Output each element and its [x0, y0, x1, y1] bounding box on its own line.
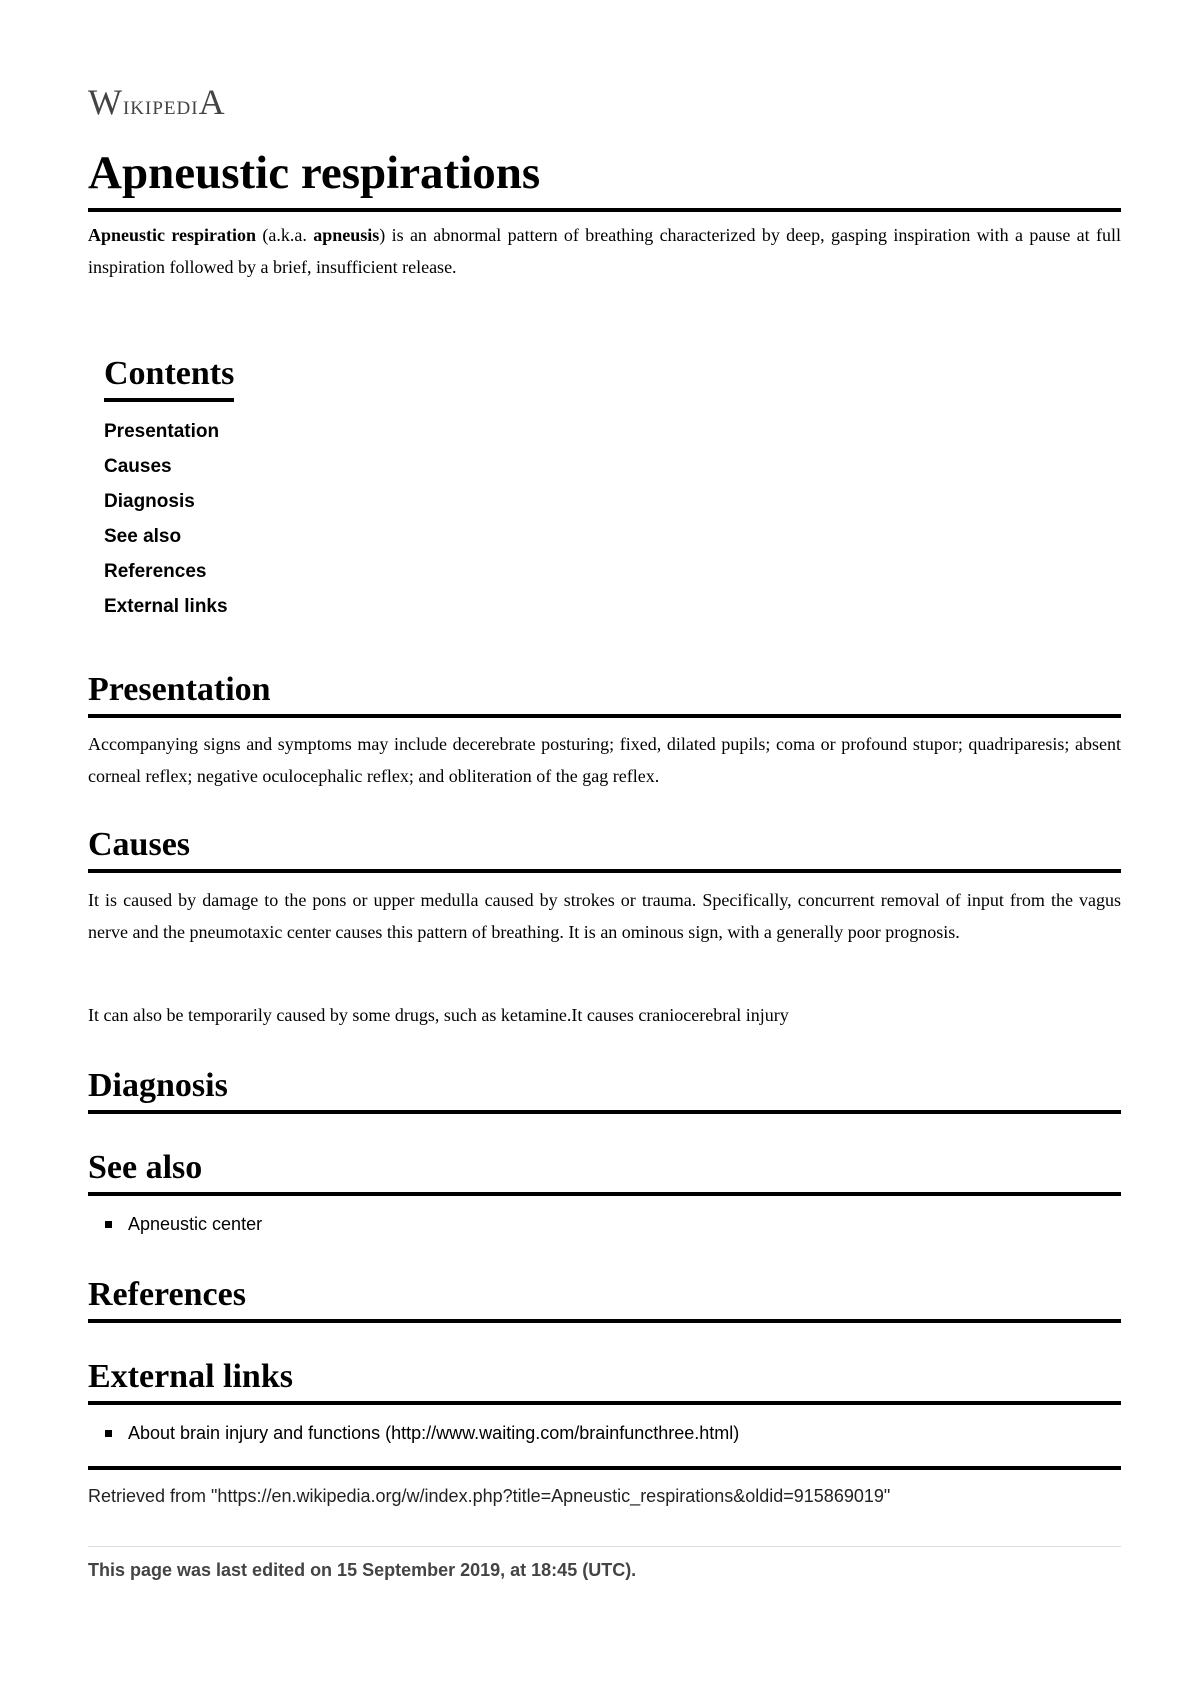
wikipedia-logo[interactable] — [88, 82, 226, 125]
causes-paragraph-2: It can also be temporarily caused by some drugs, such as ketamine.It causes craniocerebral injury — [88, 1005, 789, 1025]
causes-paragraph-1: It is caused by damage to the pons or upper medulla caused by strokes or trauma. Specifically, concurrent removal of input from the vagus nerve and the pneumotaxic center causes this pattern of breathing. It is an ominous sign, with a generally poor prognosis. — [88, 890, 1121, 942]
section-heading-presentation: Presentation — [88, 668, 1121, 718]
page-title: Apneustic respirations — [88, 144, 1121, 212]
section-heading-causes: Causes — [88, 823, 1121, 873]
external-links-list — [88, 1419, 739, 1447]
toc-item-see-also[interactable]: See also — [104, 526, 182, 547]
retrieved-from-notice: Retrieved from "https://en.wikipedia.org/w/index.php?title=Apneustic_respirations&oldid=915869019" — [88, 1486, 891, 1506]
toc-item-external-links[interactable]: External links — [104, 596, 228, 617]
bullet-square-icon — [105, 1221, 112, 1228]
section-heading-external-links: External links — [88, 1355, 1121, 1405]
external-link-label: About brain injury and functions (http://www.waiting.com/brainfuncthree.html) — [128, 1423, 740, 1443]
intro-rest: ) is an abnormal pattern of breathing characterized by deep, gasping inspiration with a pause at full inspiration followed by a brief, insufficient release. — [88, 225, 1121, 277]
intro-term: Apneustic respiration — [88, 225, 257, 245]
logo-first-letter: W — [88, 82, 123, 122]
toc-list — [104, 414, 234, 624]
table-of-contents — [104, 352, 234, 624]
presentation-paragraph: Accompanying signs and symptoms may include decerebrate posturing; fixed, dilated pupils; coma or profound stupor; quadriparesis; absent corneal reflex; negative oculocephalic reflex; and obliteration of the gag reflex. — [88, 734, 1121, 786]
intro-paragraph — [88, 219, 1121, 283]
section-heading-see-also: See also — [88, 1146, 1121, 1196]
logo-last-letter: A — [198, 82, 226, 122]
toc-item-presentation[interactable]: Presentation — [104, 421, 220, 442]
toc-title: Contents — [104, 352, 234, 402]
intro-aka-open: (a.k.a. — [256, 225, 314, 245]
section-heading-diagnosis: Diagnosis — [88, 1064, 1121, 1114]
last-edited-notice: This page was last edited on 15 September 2019, at 18:45 (UTC). — [88, 1560, 637, 1580]
content-end-divider — [88, 1466, 1121, 1470]
toc-item-causes[interactable]: Causes — [104, 456, 172, 477]
see-also-item-label: Apneustic center — [128, 1214, 263, 1234]
see-also-item[interactable] — [88, 1210, 262, 1238]
section-heading-references: References — [88, 1273, 1121, 1323]
see-also-list — [88, 1210, 262, 1238]
external-link-item[interactable] — [88, 1419, 739, 1447]
toc-item-diagnosis[interactable]: Diagnosis — [104, 491, 195, 512]
logo-middle-letters: ikipedi — [122, 90, 199, 120]
bullet-square-icon — [105, 1430, 112, 1437]
intro-aka-term: apneusis — [313, 225, 380, 245]
toc-item-references[interactable]: References — [104, 561, 207, 582]
footer-divider — [88, 1546, 1121, 1547]
